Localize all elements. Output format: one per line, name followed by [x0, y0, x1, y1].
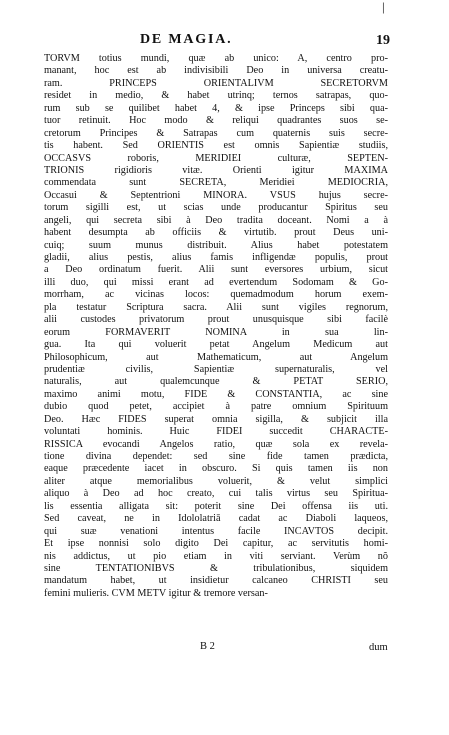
- text-line: torum sigilli est, ut scias unde producantur Spiritus seu: [44, 202, 388, 214]
- text-line: Philosophicum, aut Mathematicum, aut Angelum: [44, 351, 388, 363]
- text-line: aliquo à Deo ad hoc creato, cui talis virtus seu Spiritua-: [44, 488, 388, 500]
- text-line: Et ipse nonnisi solo digito Dei capitur, ac servitutis homi-: [44, 538, 388, 550]
- text-line: rum sub se quilibet habet 4, & ipse Princeps sibi qua-: [44, 102, 388, 114]
- signature-mark: B 2: [200, 641, 215, 652]
- text-line: Occasui & Septentrioni MINORA. VSUS hujus secre-: [44, 189, 388, 201]
- page-number: 19: [376, 33, 390, 48]
- text-line: eaque præcedente iacet in obscuro. Si quis tamen iis non: [44, 463, 388, 475]
- text-line: voluntati hominis. Huic FIDEI succedit CHARACTE-: [44, 426, 388, 438]
- text-line: tuor retinuit. Hoc modo & reliqui quadrantes suos se-: [44, 115, 388, 127]
- text-line: angeli, qui secreta sibi à Deo tradita doceant. Nomi a à: [44, 214, 388, 226]
- text-line: mandatum habet, ut insidietur calcaneo CHRISTI seu: [44, 575, 388, 587]
- header-mark: |: [382, 0, 385, 14]
- text-line: aliter atque memorialibus voluerit, & velut simplici: [44, 475, 388, 487]
- text-line: gua. Ita qui voluerit petat Angelum Medicum aut: [44, 339, 388, 351]
- text-line: residet in medio, & habet utrinq; ternos satrapas, quo-: [44, 90, 388, 102]
- text-line: maximo animi motu, FIDE & CONSTANTIA, ac sine: [44, 388, 388, 400]
- text-line: cuiq; suum munus distribuit. Alius habet potestatem: [44, 239, 388, 251]
- text-line: tis habent. Sed ORIENTIS est omnis Sapientiæ studiis,: [44, 140, 388, 152]
- text-line: habent desumpta ab officiis & virtutib. prout Deus uni-: [44, 227, 388, 239]
- text-line: pla testatur Scriptura sacra. Alii sunt vigiles regnorum,: [44, 301, 388, 313]
- text-line: sine TENTATIONIBVS & tribulationibus, siquidem: [44, 562, 388, 574]
- text-line: illi duo, qui missi erant ad evertendum Sodomam & Go-: [44, 276, 388, 288]
- text-line: morrham, ac vicinas locos: quemadmodum horum exem-: [44, 289, 388, 301]
- body-text: [44, 53, 388, 600]
- text-line: Deo. Hæc FIDES superat omnia sigilla, & subjicit illa: [44, 413, 388, 425]
- text-line: nis addictus, ut pio etiam in viti serviant. Verùm nõ: [44, 550, 388, 562]
- running-head: DE MAGIA.: [140, 32, 233, 47]
- text-line: dubio quod petet, accipiet à patre omnium Spirituum: [44, 401, 388, 413]
- text-line: alii custodes privatorum prout unusquisque sibi facilè: [44, 314, 388, 326]
- text-line: manant, hoc est ab indivisibili Deo in universa creatu-: [44, 65, 388, 77]
- text-line: ram. PRINCEPS ORIENTALIVM SECRETORVM: [44, 77, 388, 89]
- text-line: qui suæ venationi intentus facile INCAVTOS decipit.: [44, 525, 388, 537]
- text-line: OCCASVS roboris, MERIDIEI culturæ, SEPTEN-: [44, 152, 388, 164]
- text-line: TORVM totius mundi, quæ ab unico: A, centro pro-: [44, 53, 388, 64]
- text-line: a Deo ordinatum fuerit. Alii sunt eversores urbium, sicut: [44, 264, 388, 276]
- catchword: dum: [369, 642, 388, 653]
- text-line: cretorum Principes & Satrapas cum quaternis suis secre-: [44, 127, 388, 139]
- text-line: TRIONIS rigidioris vitæ. Orienti igitur MAXIMA: [44, 164, 388, 176]
- text-line: RISSICA evocandi Angelos ratio, quæ sola ex revela-: [44, 438, 388, 450]
- text-line: femini mulieris. CVM METV igitur & tremore versan-: [44, 587, 268, 599]
- text-line: tione divina dependet: sed sine fide tamen prædicta,: [44, 451, 388, 462]
- text-line: naturalis, aut qualemcunque & PETAT SERIO,: [44, 376, 388, 388]
- text-line: commendata sunt SECRETA, Meridiei MEDIOCRIA,: [44, 177, 388, 189]
- text-line: prudentiæ civilis, Sapientiæ supernaturalis, vel: [44, 363, 388, 375]
- text-line: eorum FORMAVERIT NOMINA in sua lin-: [44, 326, 388, 338]
- text-line: Sed caveat, ne in Idololatriā cadat ac Diaboli laqueos,: [44, 513, 388, 525]
- text-line: gladii, alius pestis, alius famis infligendæ populis, prout: [44, 252, 388, 263]
- text-line: lis essentia alligata sit: poterit sine Dei offensa iis uti.: [44, 500, 388, 512]
